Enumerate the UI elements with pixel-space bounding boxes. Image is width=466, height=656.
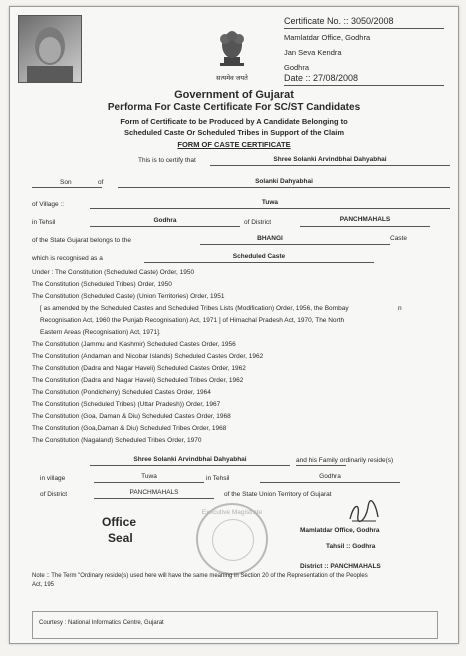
caste-label: Caste	[390, 235, 407, 242]
order-line: The Constitution (Pondicherry) Scheduled Castes Order, 1964	[32, 389, 211, 396]
office-label: Office	[102, 515, 137, 529]
caste-value: BHANGI	[257, 235, 283, 242]
note-line1: Note :: The Term "Ordinary reside(s) used here will have the same meaning in Section 20 of the Representation of the Peoples	[32, 573, 368, 579]
under-label: Under : The Constitution (Scheduled Caste) Order, 1950	[32, 269, 195, 276]
son-label: Son	[60, 179, 72, 186]
recognised-label: which is recognised as a	[32, 255, 103, 262]
order-line: The Constitution (Scheduled Tribes) Order, 1950	[32, 281, 172, 288]
emblem-motto: सत्यमेव जयते	[216, 75, 248, 82]
village-label: of Village ::	[32, 201, 65, 208]
order-line: The Constitution (Goa,Daman & Diu) Scheduled Tribes Order, 1968	[32, 425, 227, 432]
order-line: [ as amended by the Scheduled Castes and Scheduled Tribes Lists (Modification) Order, 1956, the Bombay	[40, 305, 349, 312]
residence-village-label: in village	[40, 475, 66, 482]
order-line: The Constitution (Scheduled Caste) (Union Territories) Order, 1951	[32, 293, 225, 300]
order-line: The Constitution (Scheduled Tribes) (Uttar Pradesh)) Order, 1967	[32, 401, 221, 408]
tehsil-value: Godhra	[153, 217, 177, 224]
order-line: The Constitution (Jammu and Kashmir) Scheduled Castes Order, 1956	[32, 341, 236, 348]
order-line: The Constitution (Dadra and Nagar Haveli) Scheduled Tribes Order, 1962	[32, 377, 244, 384]
residence-tehsil-label: in Tehsil	[206, 475, 230, 482]
note-line2: Act, 195	[32, 582, 55, 588]
category-value: Scheduled Caste	[232, 253, 286, 260]
tehsil-label: in Tehsil	[32, 219, 56, 226]
residence-district-value: PANCHMAHALS	[129, 489, 179, 496]
residence-district-label: of District	[40, 491, 68, 498]
national-emblem	[212, 27, 252, 79]
certify-label: This is to certify that	[138, 157, 196, 164]
residence-state-label: of the State Union Territory of Gujarat	[224, 491, 332, 498]
issuing-city: Godhra	[284, 63, 310, 72]
issuing-office: Mamlatdar Office, Godhra	[284, 33, 371, 42]
order-line: Recognisation Act, 1960 the Punjab Recognisation) Act, 1971 ] of Himachal Pradesh Act, 1970, The North	[40, 317, 345, 324]
signatory-office: Mamlatdar Office, Godhra	[300, 527, 380, 534]
applicant-name: Shree Solanki Arvindbhai Dahyabhai	[273, 156, 387, 163]
residence-village-value: Tuwa	[141, 473, 157, 480]
residence-tehsil-value: Godhra	[319, 473, 341, 480]
order-line: The Constitution (Nagaland) Scheduled Tribes Order, 1970	[32, 437, 202, 444]
district-label: of District	[244, 219, 272, 226]
resident-name: Shree Solanki Arvindbhai Dahyabhai	[133, 456, 247, 463]
signatory-tahsil: Tahsil :: Godhra	[326, 543, 376, 550]
side-mark: n	[398, 305, 402, 312]
of-label: of	[98, 179, 104, 186]
performa-title: Performa For Caste Certificate For SC/ST Candidates	[107, 102, 361, 113]
form-description-line2: Scheduled Caste Or Scheduled Tribes in Support of the Claim	[123, 128, 345, 137]
certificate-number: Certificate No. :: 3050/2008	[284, 16, 394, 26]
family-label: and his Family ordinarily reside(s)	[296, 457, 394, 464]
order-line: The Constitution (Goa, Daman & Diu) Scheduled Castes Order, 1968	[32, 413, 231, 420]
stamp-text: Executive Magistrate	[201, 509, 263, 516]
signature	[346, 499, 382, 525]
order-line: The Constitution (Dadra and Nagar Haveli) Scheduled Castes Order, 1962	[32, 365, 246, 372]
courtesy-text: Courtesy : National Informatics Centre, Gujarat	[39, 620, 164, 626]
footer-box	[32, 611, 438, 639]
seal-label: Seal	[108, 531, 133, 545]
state-label: of the State Gujarat belongs to the	[32, 237, 132, 244]
village-value: Tuwa	[261, 199, 279, 206]
order-line: Eastern Areas (Recognisation) Act, 1971].	[40, 329, 161, 336]
form-heading: FORM OF CASTE CERTIFICATE	[177, 140, 291, 149]
signatory-district: District :: PANCHMAHALS	[300, 563, 381, 570]
order-line: The Constitution (Andaman and Nicobar Islands) Scheduled Castes Order, 1962	[32, 353, 264, 360]
issue-date: Date :: 27/08/2008	[284, 73, 359, 83]
certificate-page	[9, 6, 459, 644]
district-value: PANCHMAHALS	[339, 216, 391, 223]
father-name: Solanki Dahyabhai	[255, 178, 313, 185]
form-description-line1: Form of Certificate to be Produced by A Candidate Belonging to	[120, 117, 348, 126]
issuing-kendra: Jan Seva Kendra	[284, 48, 342, 57]
government-title: Government of Gujarat	[174, 89, 294, 101]
applicant-photo	[18, 15, 82, 83]
office-stamp	[196, 503, 268, 575]
